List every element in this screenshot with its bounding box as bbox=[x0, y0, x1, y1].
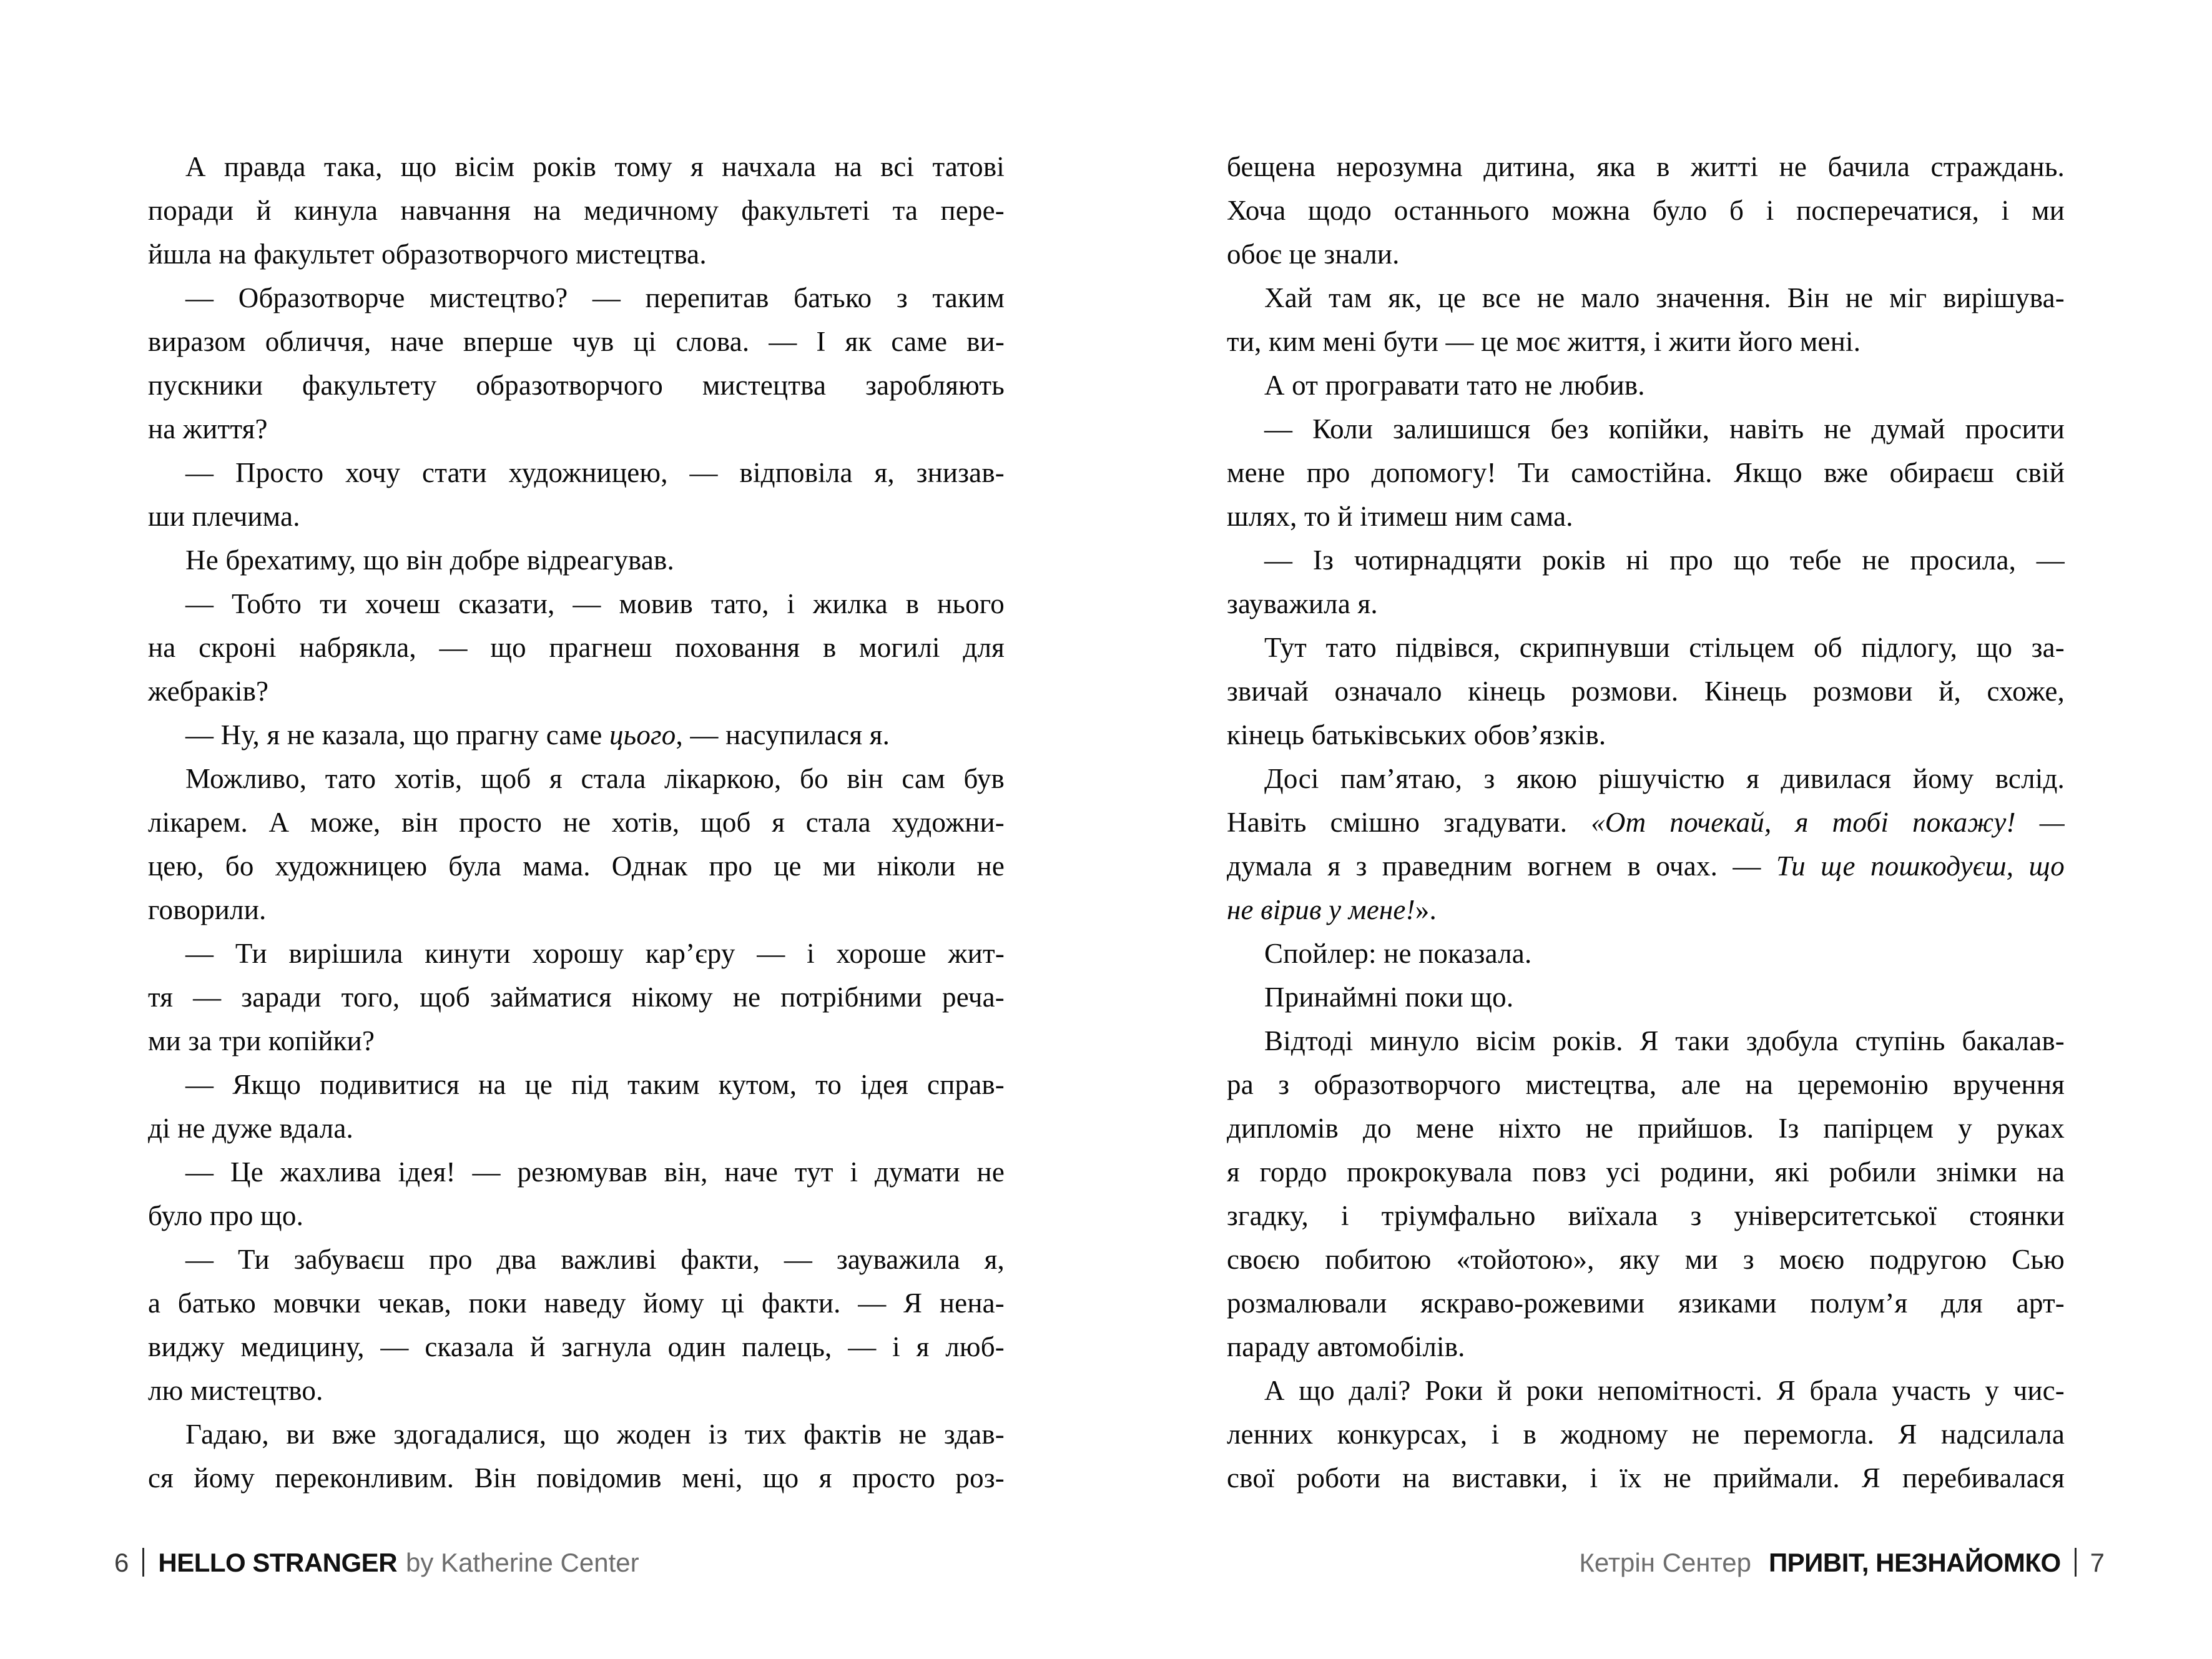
text-line bbox=[148, 975, 1005, 1019]
text-segment: — Якщо подивитися на це під таким кутом, то ідея справ- bbox=[185, 1069, 1005, 1100]
text-segment: шлях, то й ітимеш ним сама. bbox=[1227, 501, 1573, 532]
text-segment: ся йому переконливим. Він повідомив мені, що я просто роз- bbox=[148, 1462, 1005, 1494]
text-segment: — Коли залишишся без копійки, навіть не думай просити bbox=[1264, 413, 2065, 445]
text-segment: А що далі? Роки й роки непомітності. Я брала участь у чис- bbox=[1264, 1375, 2065, 1406]
text-segment: — Ти вирішила кинути хорошу кар’єру — і хороше жит- bbox=[185, 938, 1005, 969]
text-line bbox=[148, 1281, 1005, 1325]
text-line bbox=[148, 1194, 1005, 1238]
text-line bbox=[148, 713, 1005, 757]
text-line bbox=[1227, 320, 2065, 363]
text-segment: на життя? bbox=[148, 413, 268, 445]
text-line bbox=[1227, 189, 2065, 232]
text-segment: А от програвати тато не любив. bbox=[1264, 370, 1645, 401]
text-segment: своєю побитою «тойотою», яку ми з моєю подругою Сью bbox=[1227, 1244, 2065, 1275]
running-title-ukrainian: ПРИВІТ, НЕЗНАЙОМКО bbox=[1768, 1548, 2061, 1577]
footer-divider-bar bbox=[2075, 1548, 2077, 1577]
text-segment: ». bbox=[1415, 894, 1437, 925]
running-author-ukrainian: Кетрін Сентер bbox=[1579, 1548, 1751, 1577]
text-line bbox=[1227, 757, 2065, 800]
text-line bbox=[148, 932, 1005, 975]
text-line bbox=[148, 582, 1005, 626]
text-line bbox=[1227, 844, 2065, 888]
running-title-english: HELLO STRANGER bbox=[158, 1548, 398, 1577]
text-line bbox=[148, 145, 1005, 189]
running-byline: by Katherine Center bbox=[406, 1548, 639, 1577]
text-segment: Не брехатиму, що він добре відреагував. bbox=[185, 544, 674, 576]
left-page-footer bbox=[114, 1547, 639, 1579]
text-segment: кінець батьківських обов’язків. bbox=[1227, 719, 1606, 751]
text-line bbox=[1227, 1456, 2065, 1500]
text-line bbox=[148, 1019, 1005, 1063]
text-segment: було про що. bbox=[148, 1200, 304, 1231]
footer-divider-bar bbox=[142, 1548, 144, 1577]
text-segment: обоє це знали. bbox=[1227, 239, 1400, 270]
italic-text-segment: «От почекай, я тобі покажу! — bbox=[1591, 807, 2065, 838]
text-segment: ді не дуже вдала. bbox=[148, 1113, 353, 1144]
text-segment: згадку, і тріумфально виїхала з університетської стоянки bbox=[1227, 1200, 2065, 1231]
text-segment: звичай означало кінець розмови. Кінець розмови й, схоже, bbox=[1227, 676, 2065, 707]
text-segment: параду автомобілів. bbox=[1227, 1331, 1465, 1362]
text-segment: говорили. bbox=[148, 894, 267, 925]
right-page-footer bbox=[1579, 1547, 2105, 1579]
text-segment: — Тобто ти хочеш сказати, — мовив тато, і жилка в нього bbox=[185, 588, 1005, 619]
text-line bbox=[148, 538, 1005, 582]
text-segment: свої роботи на виставки, і їх не приймали. Я перебивалася bbox=[1227, 1462, 2065, 1494]
text-segment: Хай там як, це все не мало значення. Він не міг вирішува- bbox=[1264, 282, 2065, 313]
text-segment: — Ну, я не казала, що прагну саме bbox=[185, 719, 609, 751]
text-line bbox=[148, 276, 1005, 320]
italic-text-segment: Ти ще пошкодуєш, що bbox=[1776, 850, 2065, 882]
text-segment: — Із чотирнадцяти років ні про що тебе не просила, — bbox=[1264, 544, 2065, 576]
left-page-text-column bbox=[148, 145, 1005, 1500]
text-line bbox=[1227, 582, 2065, 626]
text-line bbox=[1227, 1150, 2065, 1194]
text-segment: Навіть смішно згадувати. bbox=[1227, 807, 1591, 838]
text-segment: — Просто хочу стати художницею, — відповіла я, знизав- bbox=[185, 457, 1005, 488]
text-segment: лю мистецтво. bbox=[148, 1375, 323, 1406]
text-line bbox=[148, 888, 1005, 932]
text-segment: Досі пам’ятаю, з якою рішучістю я дивилася йому вслід. bbox=[1264, 763, 2065, 794]
text-line bbox=[148, 1325, 1005, 1369]
text-line bbox=[1227, 363, 2065, 407]
text-line bbox=[1227, 451, 2065, 495]
text-segment: я гордо прокрокувала повз усі родини, які робили знімки на bbox=[1227, 1156, 2065, 1188]
text-segment: пускники факультету образотворчого мистецтва заробляють bbox=[148, 370, 1005, 401]
text-segment: лікарем. А може, він просто не хотів, щоб я стала художни- bbox=[148, 807, 1005, 838]
text-segment: Спойлер: не показала. bbox=[1264, 938, 1532, 969]
text-segment: ленних конкурсах, і в жодному не перемогла. Я надсилала bbox=[1227, 1419, 2065, 1450]
text-line bbox=[1227, 407, 2065, 451]
text-line bbox=[1227, 932, 2065, 975]
text-line bbox=[148, 495, 1005, 538]
text-line bbox=[1227, 1063, 2065, 1106]
text-segment: — Образотворче мистецтво? — перепитав батько з таким bbox=[185, 282, 1005, 313]
text-segment: ши плечима. bbox=[148, 501, 300, 532]
text-segment: — Ти забуваєш про два важливі факти, — зауважила я, bbox=[185, 1244, 1005, 1275]
text-segment: зауважила я. bbox=[1227, 588, 1378, 619]
text-segment: йшла на факультет образотворчого мистецтва. bbox=[148, 239, 707, 270]
text-line bbox=[148, 232, 1005, 276]
text-segment: А правда така, що вісім років тому я начхала на всі татові bbox=[185, 151, 1005, 182]
text-line bbox=[148, 1369, 1005, 1412]
text-line bbox=[1227, 626, 2065, 669]
text-segment: ти, ким мені бути — це моє життя, і жити його мені. bbox=[1227, 326, 1861, 357]
text-line bbox=[1227, 713, 2065, 757]
text-line bbox=[1227, 145, 2065, 189]
text-line bbox=[1227, 1019, 2065, 1063]
text-segment: тя — заради того, щоб займатися нікому не потрібними реча- bbox=[148, 982, 1005, 1013]
text-line bbox=[1227, 1412, 2065, 1456]
text-line bbox=[148, 800, 1005, 844]
text-segment: жебраків? bbox=[148, 676, 269, 707]
text-segment: Хоча щодо останнього можна було б і посперечатися, і ми bbox=[1227, 195, 2065, 226]
text-segment: ра з образотворчого мистецтва, але на церемонію вручення bbox=[1227, 1069, 2065, 1100]
text-line bbox=[148, 1238, 1005, 1281]
text-line bbox=[1227, 975, 2065, 1019]
text-line bbox=[1227, 276, 2065, 320]
text-segment: виразом обличчя, наче вперше чув ці слова. — І як саме ви- bbox=[148, 326, 1005, 357]
text-line bbox=[148, 626, 1005, 669]
text-segment: виджу медицину, — сказала й загнула один палець, — і я люб- bbox=[148, 1331, 1005, 1362]
text-line bbox=[1227, 669, 2065, 713]
italic-text-segment: не вірив у мене! bbox=[1227, 894, 1415, 925]
text-line bbox=[148, 189, 1005, 232]
text-line bbox=[1227, 1325, 2065, 1369]
italic-text-segment: цього bbox=[609, 719, 676, 751]
text-segment: на скроні набрякла, — що прагнеш поховання в могилі для bbox=[148, 632, 1005, 663]
text-line bbox=[148, 363, 1005, 407]
text-segment: Тут тато підвівся, скрипнувши стільцем об підлогу, що за- bbox=[1264, 632, 2065, 663]
text-line bbox=[148, 844, 1005, 888]
text-line bbox=[1227, 800, 2065, 844]
right-page-number: 7 bbox=[2090, 1548, 2105, 1577]
text-line bbox=[148, 1412, 1005, 1456]
text-line bbox=[148, 1063, 1005, 1106]
right-page-text-column bbox=[1227, 145, 2065, 1500]
text-line bbox=[1227, 1106, 2065, 1150]
text-line bbox=[1227, 538, 2065, 582]
text-line bbox=[148, 451, 1005, 495]
text-segment: Можливо, тато хотів, щоб я стала лікаркою, бо він сам був bbox=[185, 763, 1005, 794]
text-segment: мене про допомогу! Ти самостійна. Якщо вже обираєш свій bbox=[1227, 457, 2065, 488]
text-segment: Відтоді минуло вісім років. Я таки здобула ступінь бакалав- bbox=[1264, 1025, 2065, 1056]
text-segment: думала я з праведним вогнем в очах. — bbox=[1227, 850, 1776, 882]
text-segment: а батько мовчки чекав, поки наведу йому ці факти. — Я нена- bbox=[148, 1287, 1005, 1319]
text-segment: цею, бо художницею була мама. Однак про це ми ніколи не bbox=[148, 850, 1005, 882]
text-line bbox=[148, 669, 1005, 713]
text-line bbox=[1227, 1194, 2065, 1238]
text-segment: дипломів до мене ніхто не прийшов. Із папірцем у руках bbox=[1227, 1113, 2065, 1144]
text-segment: розмалювали яскраво-рожевими язиками полум’я для арт- bbox=[1227, 1287, 2065, 1319]
text-line bbox=[1227, 1369, 2065, 1412]
text-line bbox=[148, 1456, 1005, 1500]
text-line bbox=[1227, 888, 2065, 932]
text-line bbox=[148, 320, 1005, 363]
text-segment: бещена нерозумна дитина, яка в житті не бачила страждань. bbox=[1227, 151, 2065, 182]
text-line bbox=[148, 1106, 1005, 1150]
text-segment: , — насупилася я. bbox=[676, 719, 890, 751]
text-line bbox=[148, 407, 1005, 451]
text-line bbox=[1227, 232, 2065, 276]
text-line bbox=[1227, 1238, 2065, 1281]
text-segment: — Це жахлива ідея! — резюмував він, наче тут і думати не bbox=[185, 1156, 1005, 1188]
text-segment: поради й кинула навчання на медичному факультеті та пере- bbox=[148, 195, 1005, 226]
text-segment: Принаймні поки що. bbox=[1264, 982, 1514, 1013]
text-line bbox=[148, 757, 1005, 800]
text-segment: Гадаю, ви вже здогадалися, що жоден із тих фактів не здав- bbox=[185, 1419, 1005, 1450]
text-line bbox=[1227, 1281, 2065, 1325]
text-line bbox=[148, 1150, 1005, 1194]
left-page-number: 6 bbox=[114, 1548, 129, 1577]
text-line bbox=[1227, 495, 2065, 538]
text-segment: ми за три копійки? bbox=[148, 1025, 375, 1056]
